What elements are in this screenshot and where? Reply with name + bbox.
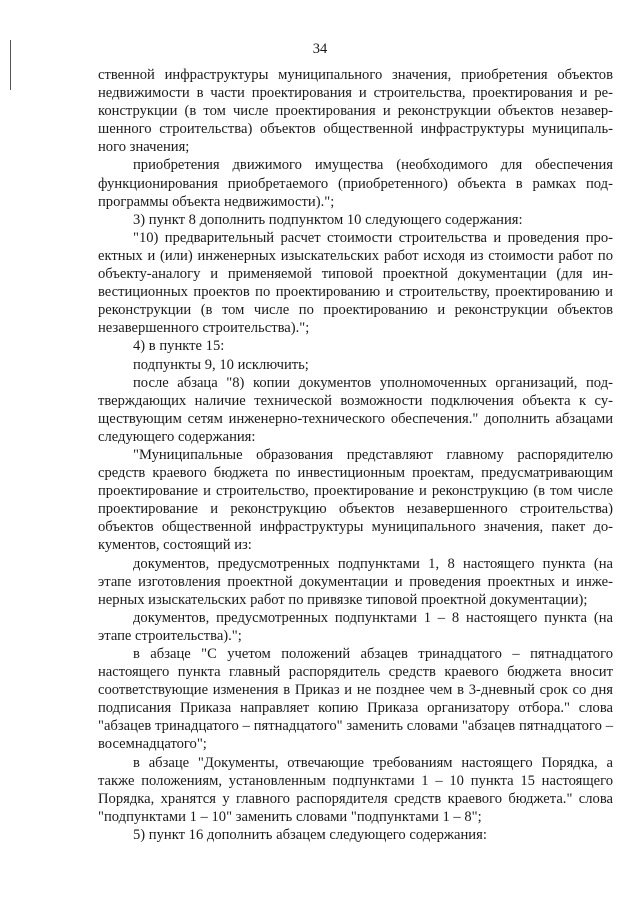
paragraph-continuation: ственной инфраструктуры муниципального значения, приобретения объектов недвижимости в части проектирования и строительства, проектирования и реконструкции (в том числе проектирования и реконструкции объектов незавершенного строительства) объектов общественной инфраструктуры муниципального значения; [98,67,613,156]
paragraph: в абзаце "Документы, отвечающие требованиям настоящего Порядка, а также положениям, установленным подпунктами 1 – 10 пункта 15 настоящего Порядка, хранятся у главного распорядителя средств краевого бюджета." слова "подпунктами 1 – 10" заменить словами "подпунктами 1 – 8"; [98,754,613,825]
paragraph: документов, предусмотренных подпунктами 1, 8 настоящего пункта (на этапе изготовления проектной документации и проведения проектных и инженерных изыскательских работ по привязке типовой проектной документации); [98,555,613,608]
paragraph-item-4: 4) в пункте 15: [133,338,225,355]
paragraph: подпункты 9, 10 исключить; [133,356,309,373]
page-number: 34 [312,41,328,57]
paragraph: приобретения движимого имущества (необходимого для обеспечения функционирования приобретаемого (приобретенного) объекта в рамках подпрограммы объекта недвижимости)."; [98,157,613,210]
paragraph: после абзаца "8) копии документов уполномоченных организаций, подтверждающих наличие технической возможности подключения объекта к существующим сетям инженерно-технического обеспечения." дополнить абзацами следующего содержания: [98,374,613,445]
paragraph: в абзаце "С учетом положений абзацев тринадцатого – пятнадцатого настоящего пункта главный распорядитель средств краевого бюджета вносит соответствующие изменения в Приказ и не позднее чем в 3-дневный срок со дня подписания Приказа направляет копию Приказа организатору отбора." слова "абзацев тринадцатого – пятнадцатого" заменить словами "абзацев пятнадцатого – восемнадцатого"; [98,646,613,753]
paragraph-quoted: "Муниципальные образования представляют главному распорядителю средств краевого бюджета по инвестиционным проектам, предусматривающим проектирование и строительство, проектирование и реконструкцию (в том числе проектирование и реконструкцию объектов незавершенного строительства) объектов общественной инфраструктуры муниципального значения, пакет документов, состоящий из: [98,446,613,554]
paragraph-item-3: 3) пункт 8 дополнить подпунктом 10 следующего содержания: [133,211,523,228]
paragraph-item-5: 5) пункт 16 дополнить абзацем следующего содержания: [133,826,487,843]
paragraph-subitem-10: "10) предварительный расчет стоимости строительства и проведения проектных и (или) инженерных изыскательских работ исходя из стоимости работ по объекту-аналогу и применяемой типовой проектной документации (для инвестиционных проектов по проектированию и строительству, проектированию и реконструкции (в том числе по проектированию и реконструкции объектов незавершенного строительства)."; [98,229,613,337]
paragraph: документов, предусмотренных подпунктами 1 – 8 настоящего пункта (на этапе строительства)."; [98,609,613,644]
document-body [98,66,613,844]
